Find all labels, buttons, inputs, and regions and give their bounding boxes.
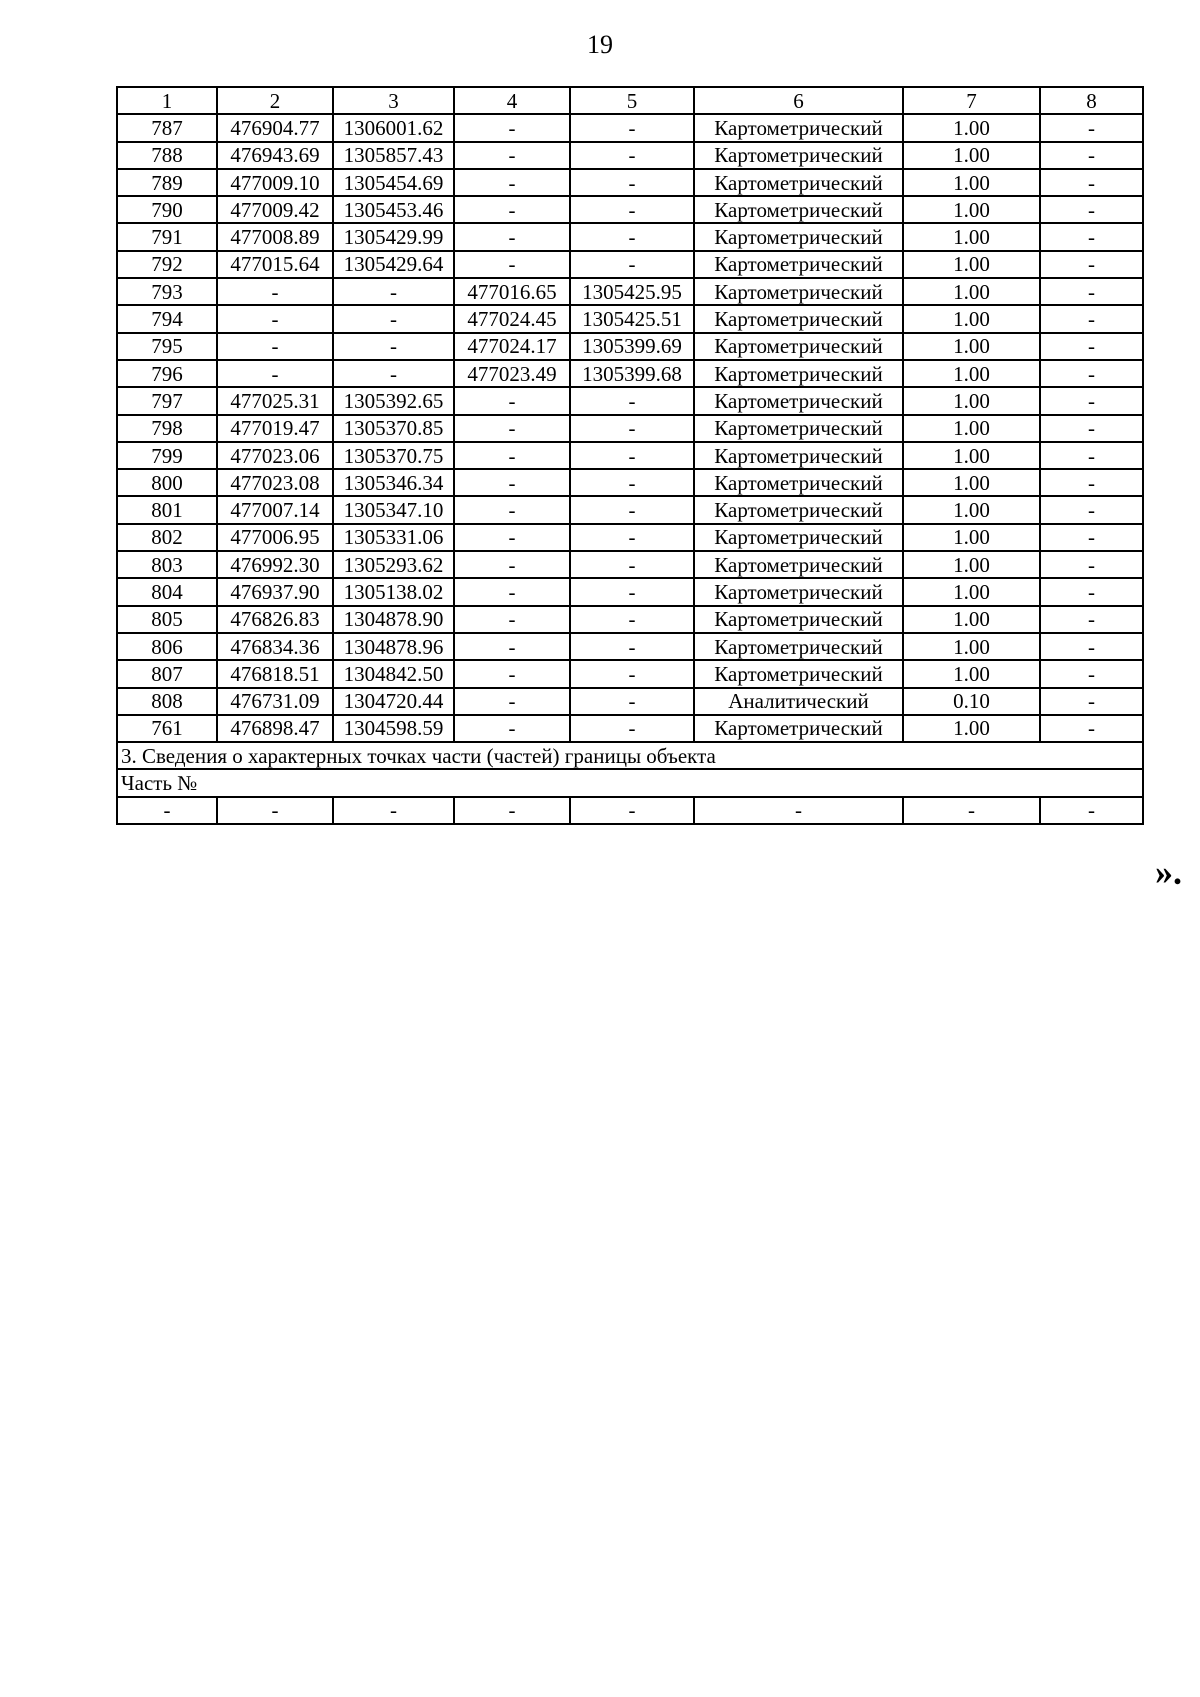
table-cell: Картометрический <box>694 114 903 141</box>
table-cell: 1.00 <box>903 223 1040 250</box>
table-cell: - <box>570 469 694 496</box>
table-cell: 477009.10 <box>217 169 333 196</box>
table-cell: - <box>1040 169 1143 196</box>
table-cell: - <box>1040 387 1143 414</box>
table-cell: Картометрический <box>694 305 903 332</box>
table-cell: - <box>1040 551 1143 578</box>
table-cell: - <box>570 387 694 414</box>
table-cell: 477023.08 <box>217 469 333 496</box>
table-cell: Картометрический <box>694 360 903 387</box>
table-cell: 1.00 <box>903 278 1040 305</box>
table-cell: - <box>1040 442 1143 469</box>
table-cell: Аналитический <box>694 688 903 715</box>
table-cell: 799 <box>117 442 217 469</box>
table-cell: Картометрический <box>694 715 903 742</box>
empty-part-row <box>117 797 1143 824</box>
table-cell: 796 <box>117 360 217 387</box>
table-cell: - <box>454 251 570 278</box>
boundary-points-table <box>116 86 1144 825</box>
table-cell: - <box>333 333 454 360</box>
table-cell: 1304878.90 <box>333 606 454 633</box>
table-cell: 789 <box>117 169 217 196</box>
table-cell: 477015.64 <box>217 251 333 278</box>
table-cell: 1.00 <box>903 524 1040 551</box>
table-cell: - <box>570 251 694 278</box>
table-cell: - <box>454 496 570 523</box>
table-row <box>117 496 1143 523</box>
table-cell: 801 <box>117 496 217 523</box>
table-cell: 1305453.46 <box>333 196 454 223</box>
table-row <box>117 114 1143 141</box>
table-row <box>117 415 1143 442</box>
table-cell: 1.00 <box>903 251 1040 278</box>
table-row <box>117 469 1143 496</box>
table-cell: 802 <box>117 524 217 551</box>
table-cell: - <box>1040 142 1143 169</box>
table-cell: 1 <box>117 87 217 114</box>
table-cell: 1.00 <box>903 551 1040 578</box>
table-header-row <box>117 87 1143 114</box>
table-cell: - <box>333 797 454 824</box>
table-row <box>117 169 1143 196</box>
table-cell: 788 <box>117 142 217 169</box>
table-cell: - <box>217 360 333 387</box>
table-cell: - <box>1040 333 1143 360</box>
table-cell: 807 <box>117 660 217 687</box>
table-cell: - <box>1040 196 1143 223</box>
table-cell: 804 <box>117 578 217 605</box>
table-cell: 1305425.95 <box>570 278 694 305</box>
table-row <box>117 251 1143 278</box>
table-cell: 1.00 <box>903 142 1040 169</box>
table-cell: - <box>454 715 570 742</box>
table-cell: 476898.47 <box>217 715 333 742</box>
table-cell: Картометрический <box>694 551 903 578</box>
table-cell: 1305399.68 <box>570 360 694 387</box>
table-cell: - <box>570 496 694 523</box>
table-cell: - <box>1040 578 1143 605</box>
table-cell: - <box>1040 660 1143 687</box>
table-row <box>117 223 1143 250</box>
table-row <box>117 715 1143 742</box>
table-cell: - <box>570 442 694 469</box>
table-cell: 477023.49 <box>454 360 570 387</box>
table-cell: - <box>454 223 570 250</box>
table-cell: 477024.45 <box>454 305 570 332</box>
page-number: 19 <box>587 30 613 59</box>
table-cell: 790 <box>117 196 217 223</box>
table-row <box>117 387 1143 414</box>
table-cell: - <box>117 797 217 824</box>
table-cell: - <box>454 469 570 496</box>
table-row <box>117 333 1143 360</box>
table-cell: - <box>1040 251 1143 278</box>
table-cell: Картометрический <box>694 278 903 305</box>
table-cell: 3 <box>333 87 454 114</box>
table-cell: - <box>570 551 694 578</box>
table-cell: - <box>454 387 570 414</box>
table-cell: 1305293.62 <box>333 551 454 578</box>
table-cell: 476834.36 <box>217 633 333 660</box>
table-cell: 793 <box>117 278 217 305</box>
table-cell: - <box>1040 469 1143 496</box>
table-cell: 477007.14 <box>217 496 333 523</box>
table-cell: 791 <box>117 223 217 250</box>
table-cell: Картометрический <box>694 169 903 196</box>
table-cell: - <box>570 223 694 250</box>
table-cell: - <box>903 797 1040 824</box>
table-cell: - <box>1040 223 1143 250</box>
table-cell: 1.00 <box>903 360 1040 387</box>
table-cell: - <box>570 797 694 824</box>
table-row <box>117 551 1143 578</box>
table-cell: 1305429.99 <box>333 223 454 250</box>
table-cell: - <box>694 797 903 824</box>
table-cell: - <box>454 196 570 223</box>
table-cell: 797 <box>117 387 217 414</box>
table-cell: - <box>333 278 454 305</box>
table-row <box>117 442 1143 469</box>
table-cell: - <box>570 715 694 742</box>
table-cell: 477006.95 <box>217 524 333 551</box>
table-cell: 477008.89 <box>217 223 333 250</box>
table-cell: - <box>570 196 694 223</box>
table-cell: - <box>570 660 694 687</box>
table-cell: Картометрический <box>694 387 903 414</box>
table-cell: 1305346.34 <box>333 469 454 496</box>
table-cell: - <box>1040 633 1143 660</box>
table-cell: 1304842.50 <box>333 660 454 687</box>
table-cell: - <box>333 305 454 332</box>
table-cell: 806 <box>117 633 217 660</box>
table-cell: 798 <box>117 415 217 442</box>
table-row <box>117 660 1143 687</box>
table-cell: 476826.83 <box>217 606 333 633</box>
table-cell: - <box>1040 524 1143 551</box>
table-cell: - <box>570 524 694 551</box>
table-cell: 476731.09 <box>217 688 333 715</box>
table-cell: 787 <box>117 114 217 141</box>
table-cell: 1305399.69 <box>570 333 694 360</box>
table-cell: - <box>1040 797 1143 824</box>
table-cell: - <box>454 442 570 469</box>
table-cell: 1305425.51 <box>570 305 694 332</box>
table-cell: 476992.30 <box>217 551 333 578</box>
table-cell: 476818.51 <box>217 660 333 687</box>
table-cell: 477025.31 <box>217 387 333 414</box>
table-cell: - <box>570 688 694 715</box>
part-label-row-cell: Часть № <box>117 769 1143 796</box>
table-cell: 1.00 <box>903 469 1040 496</box>
table-cell: - <box>454 633 570 660</box>
table-row <box>117 578 1143 605</box>
table-cell: - <box>570 142 694 169</box>
table-cell: 8 <box>1040 87 1143 114</box>
table-cell: - <box>454 169 570 196</box>
table-cell: - <box>454 688 570 715</box>
table-row <box>117 606 1143 633</box>
table-cell: 1.00 <box>903 606 1040 633</box>
table-cell: - <box>1040 360 1143 387</box>
table-row <box>117 142 1143 169</box>
table-cell: 1305454.69 <box>333 169 454 196</box>
table-row <box>117 196 1143 223</box>
table-cell: Картометрический <box>694 251 903 278</box>
table-cell: 1305370.75 <box>333 442 454 469</box>
table-cell: 1.00 <box>903 305 1040 332</box>
table-cell: 1305331.06 <box>333 524 454 551</box>
section-title-row-cell: 3. Сведения о характерных точках части (частей) границы объекта <box>117 742 1143 769</box>
table-cell: - <box>454 114 570 141</box>
table-cell: - <box>1040 415 1143 442</box>
table-cell: - <box>1040 114 1143 141</box>
table-cell: 1.00 <box>903 578 1040 605</box>
table-body <box>117 87 1143 824</box>
table-cell: - <box>217 305 333 332</box>
table-cell: - <box>1040 496 1143 523</box>
table-cell: 2 <box>217 87 333 114</box>
table-cell: 805 <box>117 606 217 633</box>
table-cell: Картометрический <box>694 660 903 687</box>
table-cell: 792 <box>117 251 217 278</box>
table-cell: - <box>1040 305 1143 332</box>
table-cell: - <box>217 333 333 360</box>
table-cell: Картометрический <box>694 606 903 633</box>
table-cell: 1305429.64 <box>333 251 454 278</box>
table-cell: 1.00 <box>903 633 1040 660</box>
table-cell: Картометрический <box>694 578 903 605</box>
table-cell: 1.00 <box>903 660 1040 687</box>
table-cell: - <box>1040 715 1143 742</box>
table-cell: - <box>454 578 570 605</box>
table-cell: 1.00 <box>903 496 1040 523</box>
table-cell: - <box>454 660 570 687</box>
table-cell: 1.00 <box>903 415 1040 442</box>
table-cell: 794 <box>117 305 217 332</box>
table-cell: 1.00 <box>903 333 1040 360</box>
table-cell: 1.00 <box>903 169 1040 196</box>
table-cell: Картометрический <box>694 633 903 660</box>
table-cell: - <box>570 169 694 196</box>
table-cell: 477016.65 <box>454 278 570 305</box>
table-cell: - <box>454 551 570 578</box>
table-cell: Картометрический <box>694 196 903 223</box>
table-cell: 1304720.44 <box>333 688 454 715</box>
table-cell: - <box>570 606 694 633</box>
table-cell: Картометрический <box>694 496 903 523</box>
table-cell: - <box>570 415 694 442</box>
table-row <box>117 305 1143 332</box>
table-cell: 1305857.43 <box>333 142 454 169</box>
table-cell: 477024.17 <box>454 333 570 360</box>
table-cell: - <box>570 114 694 141</box>
table-cell: - <box>217 278 333 305</box>
table-cell: 800 <box>117 469 217 496</box>
table-cell: 1304878.96 <box>333 633 454 660</box>
table-cell: - <box>454 142 570 169</box>
table-cell: 795 <box>117 333 217 360</box>
table-cell: 1304598.59 <box>333 715 454 742</box>
table-cell: 1.00 <box>903 196 1040 223</box>
table-cell: 476937.90 <box>217 578 333 605</box>
table-cell: 476943.69 <box>217 142 333 169</box>
table-cell: Картометрический <box>694 333 903 360</box>
table-cell: 1.00 <box>903 387 1040 414</box>
table-cell: - <box>454 415 570 442</box>
table-row <box>117 688 1143 715</box>
table-cell: Картометрический <box>694 415 903 442</box>
table-cell: 1.00 <box>903 114 1040 141</box>
table-cell: 1305138.02 <box>333 578 454 605</box>
table-cell: 1305392.65 <box>333 387 454 414</box>
table-cell: - <box>454 524 570 551</box>
table-cell: Картометрический <box>694 223 903 250</box>
table-cell: - <box>454 797 570 824</box>
table-row <box>117 278 1143 305</box>
table-row <box>117 360 1143 387</box>
table-cell: - <box>333 360 454 387</box>
table-cell: 1305347.10 <box>333 496 454 523</box>
table-cell: 0.10 <box>903 688 1040 715</box>
part-label-row <box>117 769 1143 796</box>
table-cell: 4 <box>454 87 570 114</box>
table-cell: - <box>570 578 694 605</box>
table-cell: 7 <box>903 87 1040 114</box>
table-cell: - <box>1040 606 1143 633</box>
table-cell: - <box>454 606 570 633</box>
table-cell: 803 <box>117 551 217 578</box>
table-cell: - <box>217 797 333 824</box>
table-cell: - <box>1040 278 1143 305</box>
table-cell: Картометрический <box>694 469 903 496</box>
table-cell: Картометрический <box>694 442 903 469</box>
table-row <box>117 633 1143 660</box>
table-cell: 5 <box>570 87 694 114</box>
closing-quote-mark: ». <box>1155 852 1182 892</box>
table-cell: Картометрический <box>694 142 903 169</box>
table-cell: 477009.42 <box>217 196 333 223</box>
table-cell: 1.00 <box>903 715 1040 742</box>
table-cell: 477019.47 <box>217 415 333 442</box>
table-cell: 761 <box>117 715 217 742</box>
table-cell: 6 <box>694 87 903 114</box>
table-cell: Картометрический <box>694 524 903 551</box>
section-title-row <box>117 742 1143 769</box>
table-cell: 476904.77 <box>217 114 333 141</box>
table-cell: - <box>1040 688 1143 715</box>
table-cell: 1.00 <box>903 442 1040 469</box>
table-cell: - <box>570 633 694 660</box>
table-cell: 1305370.85 <box>333 415 454 442</box>
table-cell: 477023.06 <box>217 442 333 469</box>
table-cell: 808 <box>117 688 217 715</box>
table-cell: 1306001.62 <box>333 114 454 141</box>
table-row <box>117 524 1143 551</box>
